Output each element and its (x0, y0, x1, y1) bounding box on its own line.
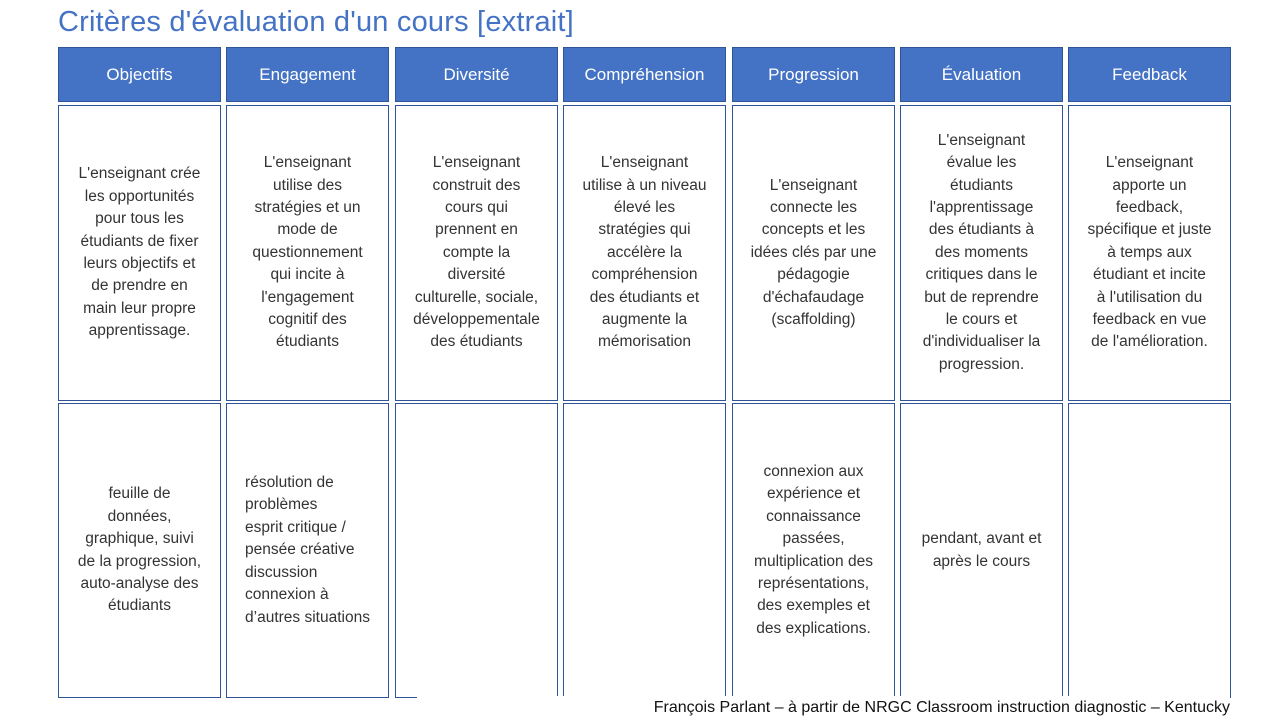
tools-text: feuille de données, graphique, suivi de la progression, auto-analyse des étudiants (77, 485, 202, 615)
description-cell-comprehension (563, 105, 726, 401)
description-cell-progression (732, 105, 895, 401)
description-cell-feedback (1068, 105, 1231, 401)
footer-credit: François Parlant – à partir de NRGC Classroom instruction diagnostic – Kentucky (417, 696, 1230, 720)
tools-cell-feedback (1068, 403, 1231, 698)
tools-text: pendant, avant et après le cours (921, 530, 1042, 570)
column-header-objectifs: Objectifs (58, 47, 221, 102)
description-cell-evaluation (900, 105, 1063, 401)
tools-cell-evaluation (900, 403, 1063, 698)
description-text: L'enseignant utilise des stratégies et un mode de questionnement qui incite à l'engagement cognitif des étudiants (252, 154, 363, 351)
slide-title: Critères d'évaluation d'un cours [extrait] (58, 6, 574, 38)
description-text: L'enseignant crée les opportunités pour tous les étudiants de fixer leurs objectifs et de prendre en main leur propre apprentissage. (78, 165, 201, 340)
tools-cell-objectifs (58, 403, 221, 698)
tools-text: résolution de problèmes esprit critique / pensée créative discussion connexion à d’autres situations (245, 474, 370, 626)
column-header-feedback: Feedback (1068, 47, 1231, 102)
description-text: L'enseignant apporte un feedback, spécifique et juste à temps aux étudiant et incite à l'utilisation du feedback en vue de l'amélioration. (1087, 154, 1212, 351)
tools-cell-diversite (395, 403, 558, 698)
tools-cell-engagement (226, 403, 389, 698)
tools-text: connexion aux expérience et connaissance passées, multiplication des représentations, des exemples et des explications. (754, 462, 873, 637)
column-header-diversite: Diversité (395, 47, 558, 102)
description-text: L'enseignant évalue les étudiants l'apprentissage des étudiants à des moments critiques dans le but de reprendre le cours et d'individualiser la progression. (922, 131, 1041, 373)
description-text: L'enseignant utilise à un niveau élevé les stratégies qui accélère la compréhension des étudiants et augmente la mémorisation (582, 154, 707, 351)
column-header-progression: Progression (732, 47, 895, 102)
tools-cell-progression (732, 403, 895, 698)
column-header-evaluation: Évaluation (900, 47, 1063, 102)
description-cell-objectifs (58, 105, 221, 401)
description-cell-diversite (395, 105, 558, 401)
column-header-engagement: Engagement (226, 47, 389, 102)
description-text: L'enseignant construit des cours qui prennent en compte la diversité culturelle, sociale, développementale des étudiants (413, 154, 540, 351)
tools-cell-comprehension (563, 403, 726, 698)
column-header-comprehension: Compréhension (563, 47, 726, 102)
description-text: L'enseignant connecte les concepts et les idées clés par une pédagogie d'échafaudage (scaffolding) (750, 176, 877, 329)
description-cell-engagement (226, 105, 389, 401)
